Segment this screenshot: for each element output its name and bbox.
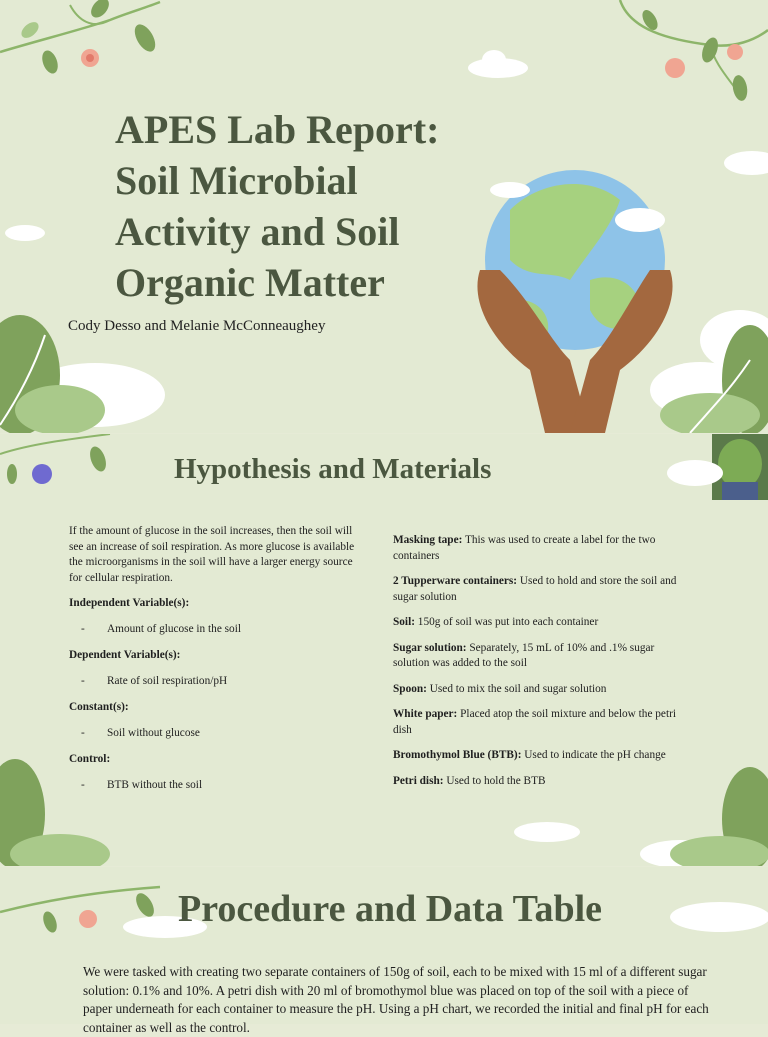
hypothesis-column: [69, 524, 359, 804]
material-item: [393, 774, 693, 790]
variable-label-text: Control:: [69, 753, 111, 765]
variable-label: [69, 648, 359, 664]
authors: Cody Desso and Melanie McConneaughey: [68, 318, 326, 334]
hypothesis-text: If the amount of glucose in the soil increases, then the soil will see an increase of soil respiration. As more glucose is available the microorganisms in the soil will have a larger energy source for cellular respiration.: [69, 525, 355, 584]
procedure-text: We were tasked with creating two separate containers of 150g of soil, each to be mixed with 15 ml of a different sugar solution: 0.1% and 10%. A petri dish with 20 ml of bromothymol blue was placed on top of the soil with a piece of paper underneath for each container to measure the pH. Using a pH chart, we recorded the initial and final pH for each container as well as the control.: [83, 964, 709, 1035]
material-name: White paper:: [393, 708, 458, 720]
section-heading: Procedure and Data Table: [178, 888, 603, 930]
cloud-decoration: [665, 449, 725, 489]
cloud-decoration: [466, 48, 530, 80]
list-item: [69, 674, 359, 690]
bullet-dash: -: [81, 622, 85, 635]
list-item: [69, 726, 359, 742]
material-desc: Separately, 15 mL of 10% and .1% sugar solution was added to the soil: [393, 641, 655, 669]
material-item: [393, 533, 693, 564]
variable-label-text: Independent Variable(s):: [69, 597, 190, 609]
material-desc: Used to indicate the pH change: [521, 749, 666, 761]
variable-label: [69, 596, 359, 612]
material-name: Bromothymol Blue (BTB):: [393, 749, 522, 761]
vine-decoration-top-left: [0, 0, 175, 85]
bullet-text: BTB without the soil: [107, 778, 203, 791]
variable-label: [69, 752, 359, 768]
variable-label-text: Constant(s):: [69, 701, 129, 713]
cloud-decoration: [512, 816, 582, 844]
material-item: [393, 748, 693, 764]
bullet-text: Soil without glucose: [107, 726, 200, 739]
material-name: Spoon:: [393, 682, 427, 695]
material-name: Masking tape:: [393, 534, 463, 546]
material-item: [393, 707, 693, 738]
title-line: APES Lab Report:: [115, 107, 440, 152]
materials-column: [393, 533, 693, 799]
material-item: [393, 641, 693, 672]
title-slide: [0, 0, 768, 433]
material-name: Soil:: [393, 616, 415, 628]
material-item: [393, 574, 693, 605]
cloud-decoration: [722, 145, 768, 177]
bullet-text: Amount of glucose in the soil: [107, 622, 241, 635]
vine-decoration-left: [0, 434, 120, 494]
report-title: [115, 104, 495, 308]
material-item: [393, 682, 693, 698]
bullet-dash: -: [81, 726, 85, 739]
list-item: [69, 622, 359, 638]
bullet-dash: -: [81, 778, 85, 791]
material-name: Sugar solution:: [393, 641, 467, 654]
globe-in-hands-illustration: [470, 160, 680, 433]
bullet-dash: -: [81, 674, 85, 687]
material-name: Petri dish:: [393, 774, 444, 787]
material-name: 2 Tupperware containers:: [393, 575, 518, 587]
material-item: [393, 615, 693, 631]
variable-label-text: Dependent Variable(s):: [69, 649, 181, 661]
material-desc: Used to mix the soil and sugar solution: [426, 682, 607, 695]
title-line: Soil Microbial: [115, 158, 358, 203]
list-item: [69, 778, 359, 794]
material-desc: Used to hold and store the soil and sugar solution: [393, 575, 677, 603]
material-desc: Used to hold the BTB: [443, 774, 546, 787]
variable-label: [69, 700, 359, 716]
section-heading: Hypothesis and Materials: [174, 453, 492, 485]
bullet-text: Rate of soil respiration/pH: [107, 674, 228, 687]
cloud-decoration: [660, 877, 768, 937]
material-desc: 150g of soil was put into each container: [414, 616, 599, 628]
material-desc: This was used to create a label for the two containers: [393, 534, 656, 562]
vine-decoration-top-right: [610, 0, 768, 110]
title-line: Activity and Soil: [115, 209, 400, 254]
title-line: Organic Matter: [115, 260, 385, 305]
material-desc: Placed atop the soil mixture and below the petri dish: [393, 708, 676, 736]
